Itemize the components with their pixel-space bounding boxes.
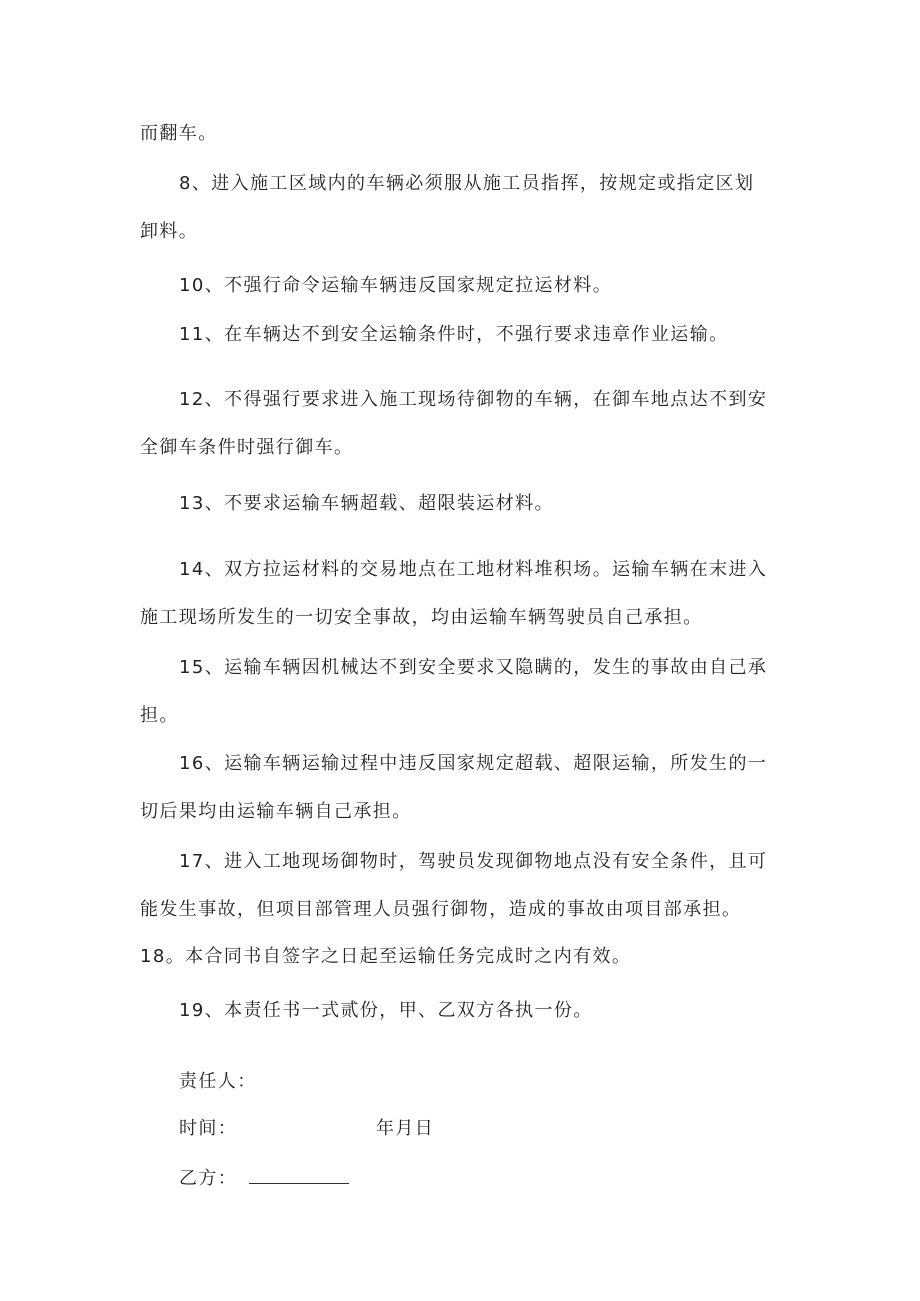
text-line: 15、运输车辆因机械达不到安全要求又隐瞒的，发生的事故由自己承 bbox=[179, 657, 768, 678]
text-line: 12、不得强行要求进入施工现场待御物的车辆，在御车地点达不到安 bbox=[179, 389, 768, 410]
text-line: 卸料。 bbox=[140, 221, 199, 242]
text-line: 全御车条件时强行御车。 bbox=[140, 437, 354, 458]
text-line: 而翻车。 bbox=[140, 123, 218, 144]
text-line: 18。本合同书自签字之日起至运输任务完成时之内有效。 bbox=[140, 946, 632, 967]
text-line: 14、双方拉运材料的交易地点在工地材料堆积场。运输车辆在末进入 bbox=[179, 559, 768, 580]
text-line: 16、运输车辆运输过程中违反国家规定超载、超限运输，所发生的一 bbox=[179, 753, 768, 774]
text-line: 13、不要求运输车辆超载、超限装运材料。 bbox=[179, 493, 554, 514]
text-line: 10、不强行命令运输车辆违反国家规定拉运材料。 bbox=[179, 275, 613, 296]
text-line: 施工现场所发生的一切安全事故，均由运输车辆驾驶员自己承担。 bbox=[140, 607, 703, 628]
date-placeholder: 年月日 bbox=[376, 1118, 435, 1139]
text-line: 能发生事故，但项目部管理人员强行御物，造成的事故由项目部承担。 bbox=[140, 899, 742, 920]
responsible-person-label: 责任人： bbox=[179, 1071, 257, 1092]
party-b-label: 乙方： bbox=[179, 1168, 238, 1189]
text-line: 8、进入施工区域内的车辆必须服从施工员指挥，按规定或指定区划 bbox=[179, 173, 755, 194]
text-line: 19、本责任书一式贰份，甲、乙双方各执一份。 bbox=[179, 1000, 593, 1021]
text-line: 11、在车辆达不到安全运输条件时，不强行要求违章作业运输。 bbox=[179, 324, 729, 345]
time-label: 时间： bbox=[179, 1118, 238, 1139]
text-line: 担。 bbox=[140, 705, 179, 726]
text-line: 17、进入工地现场御物时，驾驶员发现御物地点没有安全条件，且可 bbox=[179, 851, 768, 872]
signature-underline bbox=[249, 1183, 349, 1184]
text-line: 切后果均由运输车辆自己承担。 bbox=[140, 801, 412, 822]
